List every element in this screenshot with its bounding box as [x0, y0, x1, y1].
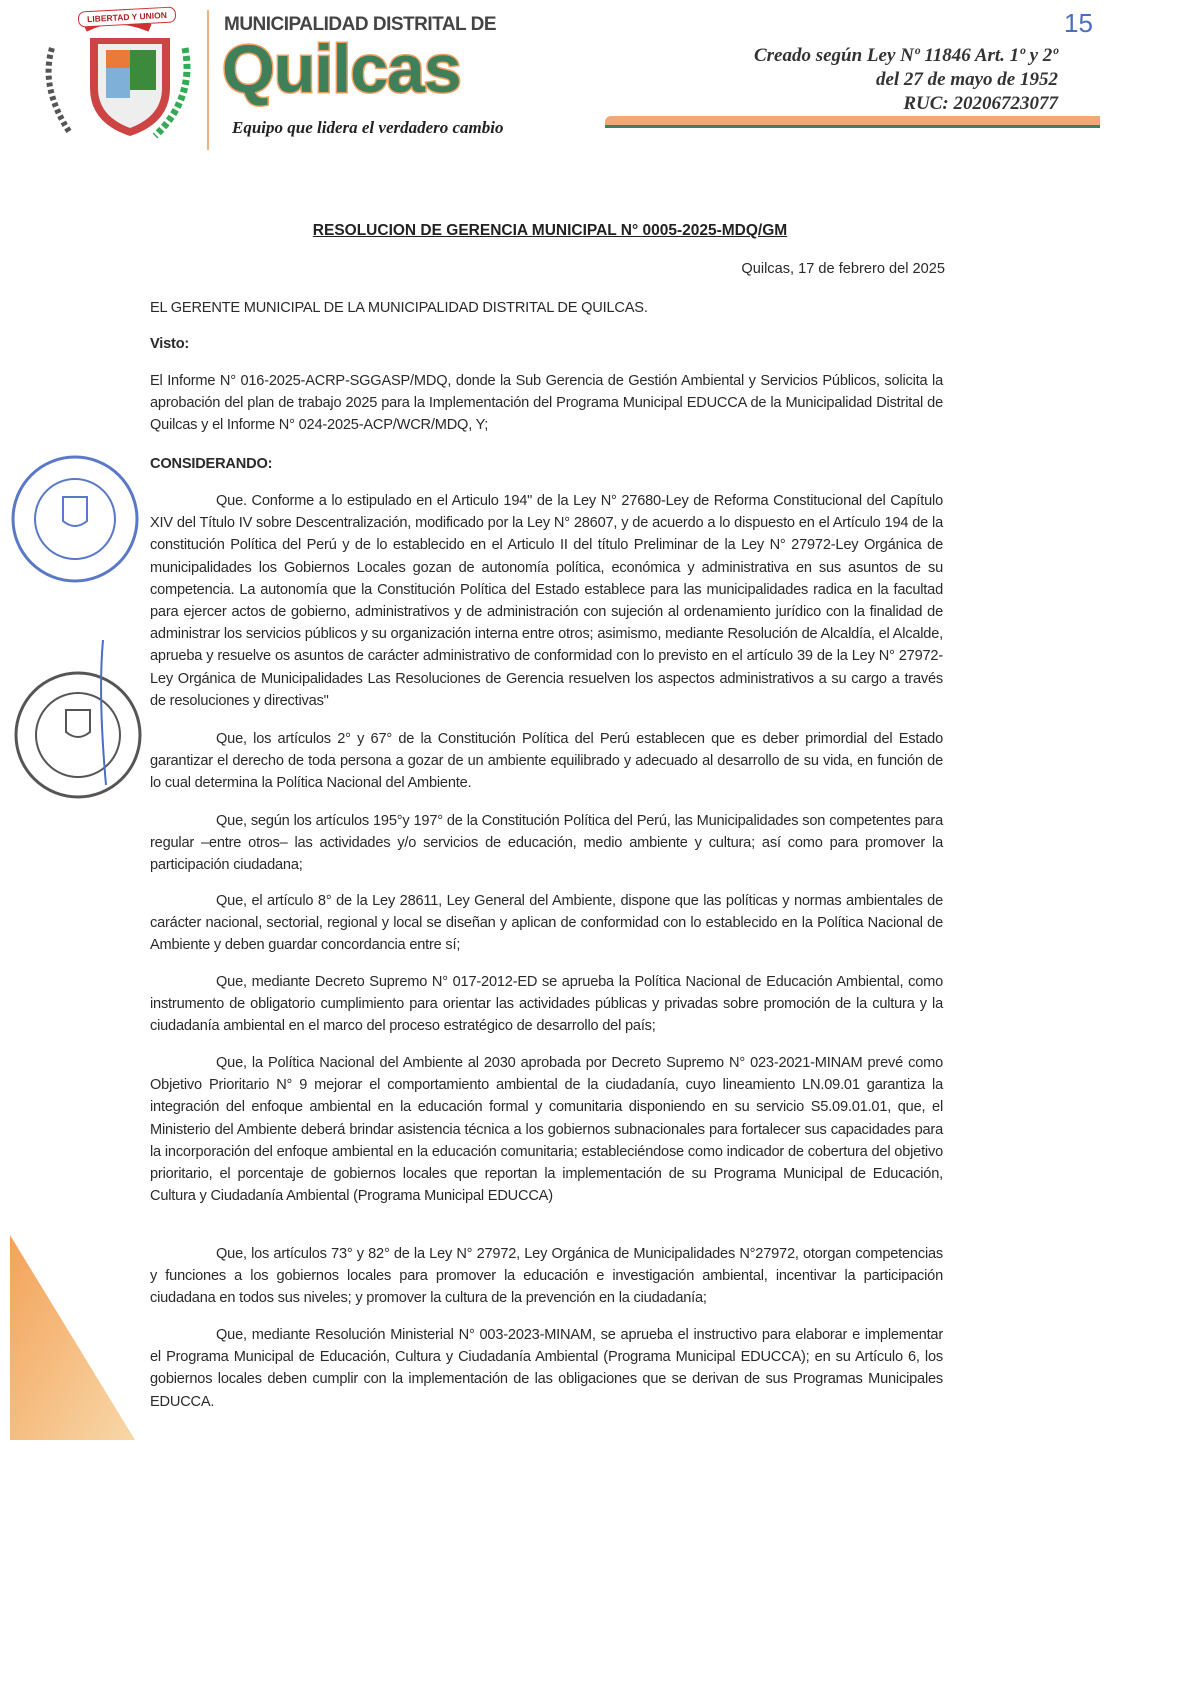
issuer-line: EL GERENTE MUNICIPAL DE LA MUNICIPALIDAD DISTRITAL DE QUILCAS.	[150, 300, 648, 316]
paragraph: Que, mediante Resolución Ministerial N° 003-2023-MINAM, se aprueba el instructivo para elaborar e implementar el Programa Municipal de Educación, Cultura y Ciudadanía Ambiental (Programa Municipal EDUCCA); en su Artículo 6, los gobiernos locales deben cumplir con la implementación de las obligaciones que se derivan de sus Programas Municipales EDUCCA.	[150, 1327, 943, 1410]
considerando-heading: CONSIDERANDO:	[150, 456, 273, 472]
legal-line2: del 27 de mayo de 1952	[875, 69, 1058, 90]
coat-of-arms-logo	[30, 8, 200, 143]
legal-info	[754, 44, 1058, 116]
paragraph: Que, el artículo 8° de la Ley 28611, Ley General del Ambiente, dispone que las políticas y normas ambientales de carácter nacional, sectorial, regional y local se diseñan y aplican de conformidad con lo establecido en la Política Nacional de Ambiente y deben guardar concordancia entre sí;	[150, 893, 943, 954]
municipal-seal-stamp	[8, 452, 143, 587]
decorative-corner-shape	[10, 1235, 140, 1445]
org-line1: MUNICIPALIDAD DISTRITAL DE	[224, 14, 496, 35]
paragraph: Que, la Política Nacional del Ambiente al 2030 aprobada por Decreto Supremo N° 023-2021-MINAM prevé como Objetivo Prioritario N° 9 mejorar el comportamiento ambiental de la ciudadanía, cuyo lineamiento LN.09.01 garantiza la integración del enfoque ambiental en la educación formal y comunitaria disponiendo en su servicio S5.09.01.01, que, el Ministerio del Ambiente deberá brindar asistencia técnica a los gobiernos subnacionales para fortalecer sus capacidades para la incorporación del enfoque ambiental en la educación comunitaria; estableciéndose como indicador de cobertura del objetivo prioritario, el porcentaje de gobiernos locales que reportan la implementación de su Programa Municipal de Educación, Cultura y Ciudadanía Ambiental (Programa Municipal EDUCCA)	[150, 1055, 943, 1205]
resolution-title: RESOLUCION DE GERENCIA MUNICIPAL N° 0005-2025-MDQ/GM	[312, 222, 788, 239]
visto-heading: Visto:	[150, 336, 190, 352]
paragraph: Que, los artículos 2° y 67° de la Constitución Política del Perú establecen que es deber primordial del Estado garantizar el derecho de toda persona a gozar de un ambiente equilibrado y adecuado al desarrollo de su vida, en función de lo cual determina la Política Nacional del Ambiente.	[150, 731, 943, 792]
legal-advisory-stamp	[8, 635, 153, 810]
header-band-orange	[605, 116, 1100, 125]
paragraph: Que, los artículos 73° y 82° de la Ley N° 27972, Ley Orgánica de Municipalidades N°27972, otorgan competencias y funciones a los gobiernos locales para promover la educación e investigación ambiental, incentivar la participación ciudadana en todos sus niveles; y promover la cultura de la prevención en la ciudadanía;	[150, 1246, 943, 1307]
document-date: Quilcas, 17 de febrero del 2025	[741, 261, 945, 277]
paragraph: Que, mediante Decreto Supremo N° 017-2012-ED se aprueba la Política Nacional de Educación Ambiental, como instrumento de obligatorio cumplimiento para orientar las actividades públicas y privadas sobre promoción de la cultura y la ciudadanía ambiental en el marco del proceso estratégico de desarrollo del país;	[150, 974, 943, 1035]
paragraph: Que, según los artículos 195°y 197° de la Constitución Política del Perú, las Municipalidades son competentes para regular –entre otros– las actividades y/o servicios de educación, medio ambiente y cultura; así como para promover la participación ciudadana;	[150, 813, 943, 874]
page-number: 15	[1064, 8, 1093, 38]
slogan: Equipo que lidera el verdadero cambio	[232, 118, 504, 137]
org-name: Quilcas	[222, 31, 461, 107]
visto-text: El Informe N° 016-2025-ACRP-SGGASP/MDQ, donde la Sub Gerencia de Gestión Ambiental y Servicios Públicos, solicita la aprobación del plan de trabajo 2025 para la Implementación del Programa Municipal EDUCCA de la Municipalidad Distrital de Quilcas y el Informe N° 024-2025-ACP/WCR/MDQ, Y;	[150, 373, 943, 434]
paragraph: Que. Conforme a lo estipulado en el Articulo 194" de la Ley N° 27680-Ley de Reforma Constitucional del Capítulo XIV del Título IV sobre Descentralización, modificado por la Ley N° 28607, y de acuerdo a lo dispuesto en el Artículo 194 de la constitución Política del Perú y de lo establecido en el Articulo II del título Preliminar de la Ley N° 27972-Ley Orgánica de municipalidades los Gobiernos Locales gozan de autonomía política, económica y administrativa en sus asuntos de su competencia. La autonomía que la Constitución Política del Estado establece para las municipalidades radica en la facultad para ejercer actos de gobierno, administrativos y de administración con sujeción al ordenamiento jurídico con la finalidad de administrar los servicios públicos y su organización interna entre otros; asimismo, mediante Resolución de Alcaldía, el Alcalde, aprueba y resuelve os asuntos de carácter administrativo de conformidad con lo previsto en el artículo 39 de la Ley N° 27972- Ley Orgánica de Municipalidades Las Resoluciones de Gerencia resuelven los aspectos administrativos a su cargo a través de resoluciones y directivas"	[150, 493, 943, 709]
legal-line1: Creado según Ley Nº 11846 Art. 1º y 2º	[753, 45, 1058, 66]
ruc: RUC: 20206723077	[903, 93, 1058, 114]
header-band-green	[605, 125, 1100, 128]
coat-of-arms-motto: LIBERTAD Y UNION	[78, 6, 177, 27]
header-divider	[207, 10, 209, 150]
